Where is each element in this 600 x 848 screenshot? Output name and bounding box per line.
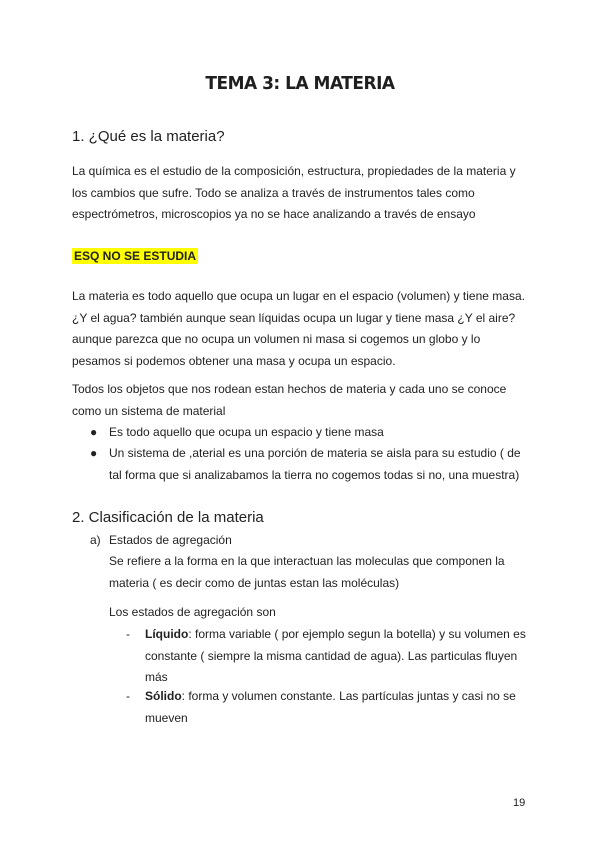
sub-description: Se refiere a la forma en la que interactuan las moleculas que componen la materia ( es decir como de juntas estan las moléculas) (109, 554, 505, 590)
states-list-intro: Los estados de agregación son (109, 605, 276, 619)
sub-label: Estados de agregación (109, 533, 232, 547)
materia-definition-paragraph: La materia es todo aquello que ocupa un lugar en el espacio (volumen) y tiene masa. ¿Y el agua? también aunque sean líquidas ocupa un lugar y tiene masa ¿Y el aire? aunque parezca que no ocupa un volumen ni masa si cogemos un globo y lo pesamos si podemos obtener una masa y ocupa un espacio. (72, 289, 525, 368)
highlight-note: ESQ NO SE ESTUDIA (74, 249, 197, 263)
state-item-liquido: Líquido: forma variable ( por ejemplo segun la botella) y su volumen es constante ( siempre la misma cantidad de agua). Las particulas fluyen más (145, 627, 526, 684)
section-1-heading: 1. ¿Qué es la materia? (72, 128, 225, 145)
page-title: TEMA 3: LA MATERIA (205, 73, 395, 95)
state-item-solido: Sólido: forma y volumen constante. Las partículas juntas y casi no se mueven (145, 689, 516, 725)
bullet-dot-icon: ● (90, 446, 98, 460)
dash-icon: - (126, 627, 130, 641)
sistema-material-paragraph: Todos los objetos que nos rodean estan hechos de materia y cada uno se conoce como un sistema de material (72, 382, 507, 418)
highlight-note-container (72, 246, 532, 268)
document-page: TEMA 3: LA MATERIA 1. ¿Qué es la materia? La química es el estudio de la composición, estructura, propiedades de la materia y los cambios que sufre. Todo se analiza a través de instrumentos tales como espectrómetros, microscopios ya no se hace analizando a través de ensayo ESQ NO SE ESTUDIA La materia es todo aquello que ocupa un lugar en el espacio (volumen) y tiene masa. ¿Y el agua? también aunque sean líquidas ocupa un lugar y tiene masa ¿Y el aire? aunque parezca que no ocupa un volumen ni masa si cogemos un globo y lo pesamos si podemos obtener una masa y ocupa un espacio. Todos los objetos que nos rodean estan hechos de materia y cada uno se conoce como un sistema de material ● Es todo aquello que ocupa un espacio y tiene masa ● Un sistema de ,aterial es una porción de materia se aisla para su estudio ( de tal forma que si analizabamos la tierra no cogemos todas si no, una muestra) 2. Clasificación de la materia a) Estados de agregación Se refiere a la forma en la que interactuan las moleculas que componen la materia ( es decir como de juntas estan las moléculas) Los estados de agregación son - Líquido: forma variable ( por ejemplo segun la botella) y su volumen es constante ( siempre la misma cantidad de agua). Las particulas fluyen más - Sólido: forma y volumen constante. Las partículas juntas y casi no se mueven 19 (0, 0, 600, 848)
section-2-heading: 2. Clasificación de la materia (72, 509, 264, 526)
dash-icon: - (126, 689, 130, 703)
intro-paragraph: La química es el estudio de la composición, estructura, propiedades de la materia y los cambios que sufre. Todo se analiza a través de instrumentos tales como espectrómetros, microscopios ya no se hace analizando a través de ensayo (72, 164, 516, 221)
page-number: 19 (513, 797, 526, 809)
sub-marker: a) (90, 533, 101, 547)
bullet-dot-icon: ● (90, 425, 98, 439)
